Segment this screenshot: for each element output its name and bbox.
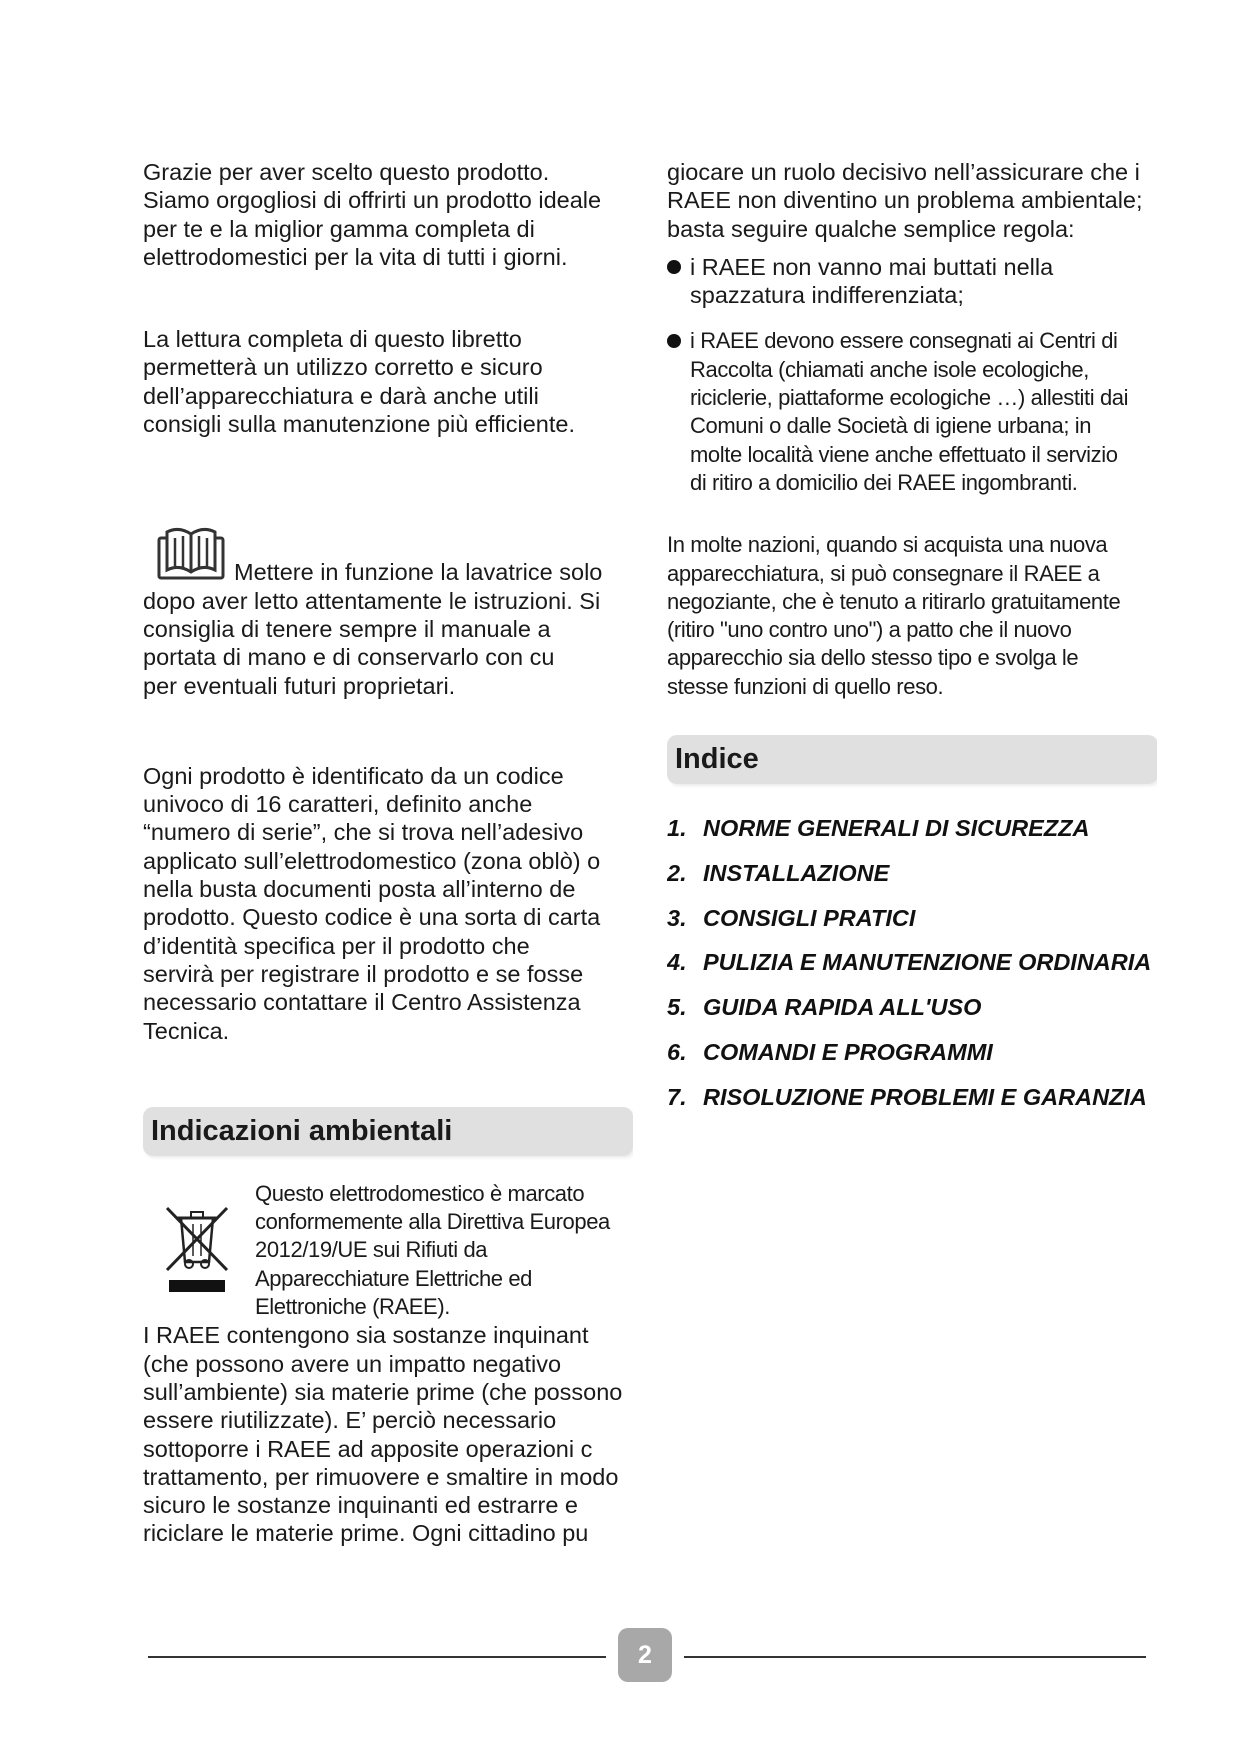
page-number: 2 bbox=[618, 1628, 672, 1682]
continuation-paragraph: giocare un ruolo decisivo nell’assicurare che i RAEE non diventino un problema ambientale; basta seguire qualche semplice regola: bbox=[667, 159, 1143, 242]
page-footer bbox=[0, 1628, 1241, 1686]
toc-item[interactable]: 2. INSTALLAZIONE bbox=[667, 859, 890, 886]
bullet-text: i RAEE non vanno mai buttati nella spazzatura indifferenziata; bbox=[690, 253, 1054, 309]
environment-heading-bar bbox=[143, 1107, 633, 1156]
toc-item[interactable]: 7. RISOLUZIONE PROBLEMI E GARANZIA bbox=[667, 1083, 1147, 1110]
reading-paragraph: La lettura completa di questo libretto permetterà un utilizzo corretto e sicuro dell’apparecchiatura e darà anche utili consigli sulla manutenzione più efficiente. bbox=[143, 326, 575, 438]
index-heading: Indice bbox=[675, 743, 759, 776]
weee-notice bbox=[143, 1180, 633, 1548]
open-book-icon bbox=[157, 524, 225, 580]
crossed-bin-icon bbox=[163, 1204, 231, 1294]
bullet-text: i RAEE devono essere consegnati ai Centri di Raccolta (chiamati anche isole ecologiche, riciclerie, piattaforme ecologiche …) allestiti dai Comuni o dalle Società di igiene urbana; in molte località viene anche effettuato il servizio di ritiro a domicilio dei RAEE ingombranti. bbox=[690, 328, 1129, 495]
toc-item[interactable]: 1. NORME GENERALI DI SICUREZZA bbox=[667, 815, 1090, 842]
toc-item[interactable]: 4. PULIZIA E MANUTENZIONE ORDINARIA bbox=[667, 949, 1152, 976]
table-of-contents bbox=[667, 806, 1157, 1120]
left-column bbox=[143, 158, 633, 1548]
right-column bbox=[667, 158, 1157, 1120]
footer-divider bbox=[684, 1656, 1146, 1658]
bullet-item bbox=[667, 327, 1157, 497]
index-heading-bar bbox=[667, 735, 1157, 784]
nations-paragraph: In molte nazioni, quando si acquista una nuova apparecchiatura, si può consegnare il RAEE a negoziante, che è tenuto a ritirarlo gratuitamente (ritiro "uno contro uno") a patto che il nuovo apparecchio sia dello stesso tipo e svolga le stesse funzioni di quello reso. bbox=[667, 532, 1121, 699]
toc-item[interactable]: 5. GUIDA RAPIDA ALL'USO bbox=[667, 994, 982, 1021]
weee-directive-text: Questo elettrodomestico è marcato conformemente alla Direttiva Europea 2012/19/UE sui Rifiuti da Apparecchiature Elettriche ed Elettroniche (RAEE). bbox=[255, 1180, 610, 1320]
environment-heading: Indicazioni ambientali bbox=[151, 1114, 453, 1147]
bullet-dot-icon bbox=[667, 334, 681, 348]
toc-item[interactable]: 6. COMANDI E PROGRAMMI bbox=[667, 1039, 993, 1066]
manual-first-line: Mettere in funzione la lavatrice solo bbox=[234, 559, 603, 586]
bullet-dot-icon bbox=[667, 260, 681, 274]
raee-paragraph: I RAEE contengono sia sostanze inquinant (che possono avere un impatto negativo sull’ambiente) sia materie prime (che possono essere riutilizzate). E’ perciò necessario sottoporre i RAEE ad apposite operazioni c trattamento, per rimuovere e smaltire in modo sicuro le sostanze inquinanti ed estrarre e riciclare le materie prime. Ogni cittadino pu bbox=[143, 1322, 623, 1547]
toc-item[interactable]: 3. CONSIGLI PRATICI bbox=[667, 904, 916, 931]
footer-divider bbox=[148, 1656, 606, 1658]
intro-paragraph: Grazie per aver scelto questo prodotto. Siamo orgogliosi di offrirti un prodotto ideale per te e la miglior gamma completa di elettrodomestici per la vita di tutti i giorni. bbox=[143, 159, 602, 270]
bullet-item bbox=[667, 253, 1157, 310]
serial-paragraph: Ogni prodotto è identificato da un codice univoco di 16 caratteri, definito anche “numero di serie”, che si trova nell’adesivo applicato sull’elettrodomestico (zona oblò) o nella busta documenti posta all’interno de prodotto. Questo codice è una sorta di carta d’identità specifica per il prodotto che servirà per registrare il prodotto e se fosse necessario contattare il Centro Assistenza Tecnica. bbox=[143, 762, 601, 1044]
manual-note bbox=[143, 524, 633, 699]
manual-paragraph: dopo aver letto attentamente le istruzioni. Si consiglia di tenere sempre il manuale a portata di mano e di conservarlo con cu per eventuali futuri proprietari. bbox=[143, 587, 601, 699]
